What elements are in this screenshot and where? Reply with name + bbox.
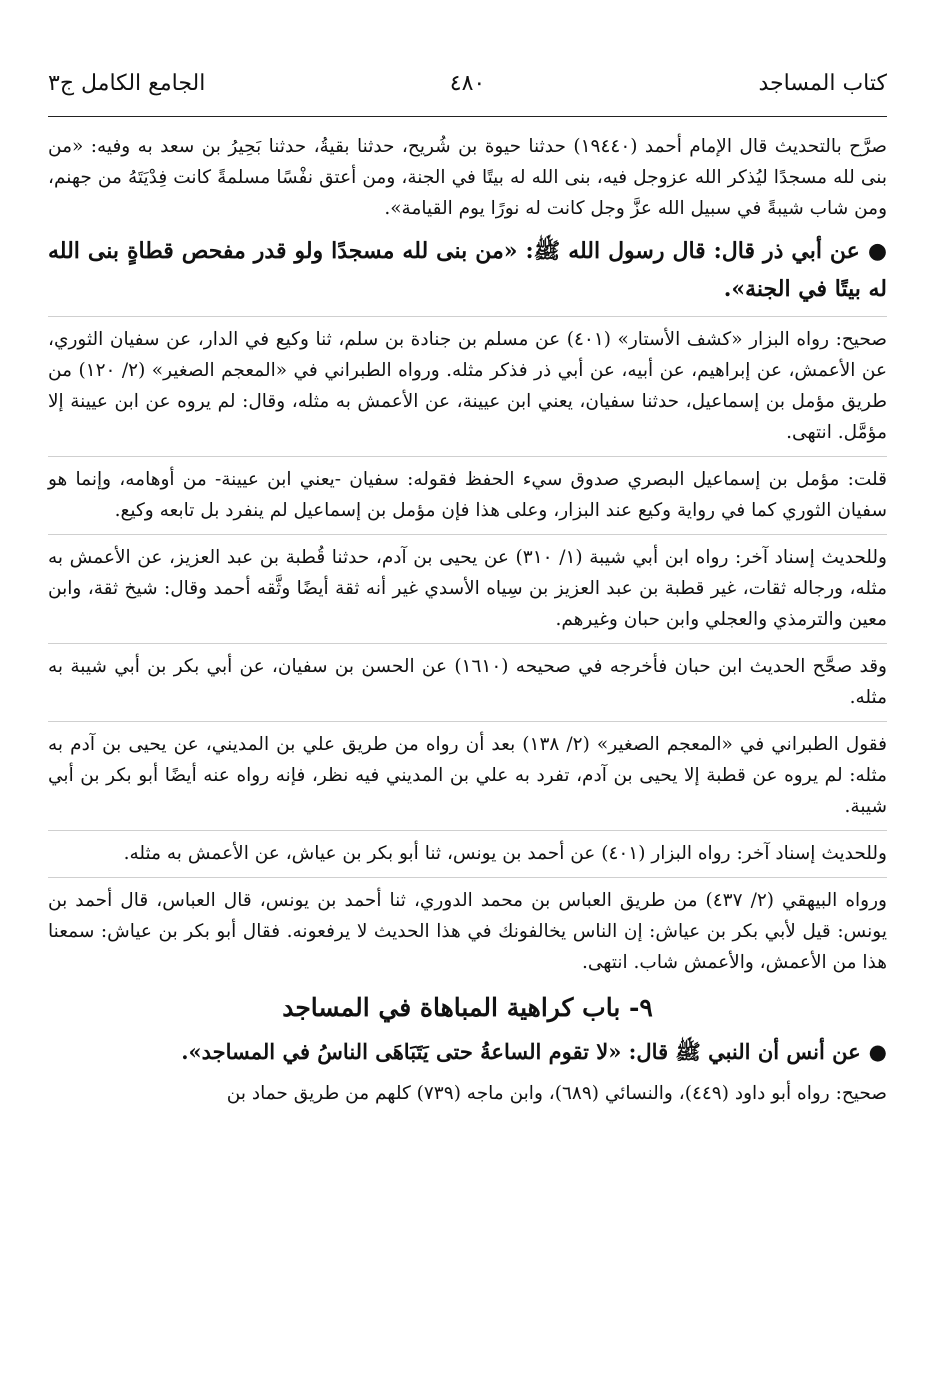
- hadith-block: [48, 232, 887, 308]
- critique-paragraph: فقول الطبراني في «المعجم الصغير» (٢/ ١٣٨) بعد أن رواه من طريق علي بن المديني، عن يحيى بن آدم به مثله: لم يروه عن قطبة إلا يحيى بن آدم، تفرد به علي بن المديني فيه نظر، فإنه رواه عنه أيضًا أبو بكر بن أبي شيبة.: [48, 721, 887, 822]
- page-number: ٤٨٠: [449, 71, 486, 96]
- page-body: [48, 117, 887, 1109]
- isnad-paragraph-2: وللحديث إسناد آخر: رواه البزار (٤٠١) عن أحمد بن يونس، ثنا أبو بكر بن عياش، عن الأعمش به مثله.: [48, 830, 887, 869]
- isnad-paragraph: وللحديث إسناد آخر: رواه ابن أبي شيبة (١/ ٣١٠) عن يحيى بن آدم، حدثنا قُطبة بن عبد العزيز، عن الأعمش به مثله، ورجاله ثقات، غير قطبة بن عبد العزيز بن سِياه الأسدي غير أنه ثقة أيضًا وثَّقه أحمد وقال: شيخ ثقة، وابن معين والترمذي والعجلي وابن حبان وغيرهم.: [48, 534, 887, 635]
- takhrij-paragraph: صحيح: رواه البزار «كشف الأستار» (٤٠١) عن مسلم بن جنادة بن سلم، ثنا وكيع في الدار، عن سفيان الثوري، عن الأعمش، عن إبراهيم، عن أبيه، عن أبي ذر فذكر مثله. ورواه الطبراني في «المعجم الصغير» (٢/ ١٢٠) من طريق مؤمل بن إسماعيل، حدثنا سفيان، يعني ابن عيينة، عن الأعمش به مثله، وقال: لم يروه عن ابن عيينة إلا مؤمَّل. انتهى.: [48, 316, 887, 448]
- narration-paragraph: صرَّح بالتحديث قال الإمام أحمد (١٩٤٤٠) حدثنا حيوة بن شُريح، حدثنا بقيةُ، حدثنا بَحِيرُ بن سعد به وفيه: «من بنى لله مسجدًا ليُذكر الله عزوجل فيه، بنى الله له بيتًا في الجنة، ومن أعتق نفْسًا مسلمةً كانت فِدْيَتَهُ من جهنم، ومن شاب شيبةً في سبيل الله عزَّ وجل كانت له نورًا يوم القيامة».: [48, 136, 887, 219]
- bayhaqi-paragraph: ورواه البيهقي (٢/ ٤٣٧) من طريق العباس بن محمد الدوري، ثنا أحمد بن يونس، قال العباس، قال أحمد بن يونس: قيل لأبي بكر بن عياش: إن الناس يخالفونك في هذا الحديث لا يرفعونه. فقال أبو بكر بن عياش: سمعنا هذا من الأعمش، والأعمش شاب. انتهى.: [48, 877, 887, 978]
- hadith-text: عن أبي ذر قال: قال رسول الله ﷺ: «من بنى لله مسجدًا ولو قدر مفحص قطاةٍ بنى الله له بيتًا في الجنة».: [48, 238, 887, 302]
- hadith-block-2: [48, 1034, 887, 1070]
- page-header: [48, 0, 887, 117]
- commentary-paragraph: قلت: مؤمل بن إسماعيل البصري صدوق سيء الحفظ فقوله: سفيان -يعني ابن عيينة- من أوهامه، وإنما هو سفيان الثوري كما في رواية وكيع عند البزار، وعلى هذا فإن مؤمل بن إسماعيل لم ينفرد بل تابعه وكيع.: [48, 456, 887, 526]
- bullet-icon: ●: [868, 1039, 887, 1064]
- hadith-text-2: عن أنس أن النبي ﷺ قال: «لا تقوم الساعةُ حتى يَتَبَاهَى الناسُ في المساجد».: [181, 1039, 861, 1064]
- chapter-heading: ٩- باب كراهية المباهاة في المساجد: [282, 993, 653, 1022]
- bullet-icon: ●: [867, 238, 888, 264]
- volume-title: الجامع الكامل ج٣: [48, 71, 206, 96]
- tashih-paragraph: وقد صحَّح الحديث ابن حبان فأخرجه في صحيحه (١٦١٠) عن الحسن بن سفيان، عن أبي بكر بن أبي شيبة به مثله.: [48, 643, 887, 713]
- book-section-title: كتاب المساجد: [758, 71, 887, 96]
- takhrij-paragraph-2: صحيح: رواه أبو داود (٤٤٩)، والنسائي (٦٨٩)، وابن ماجه (٧٣٩) كلهم من طريق حماد بن: [226, 1083, 887, 1104]
